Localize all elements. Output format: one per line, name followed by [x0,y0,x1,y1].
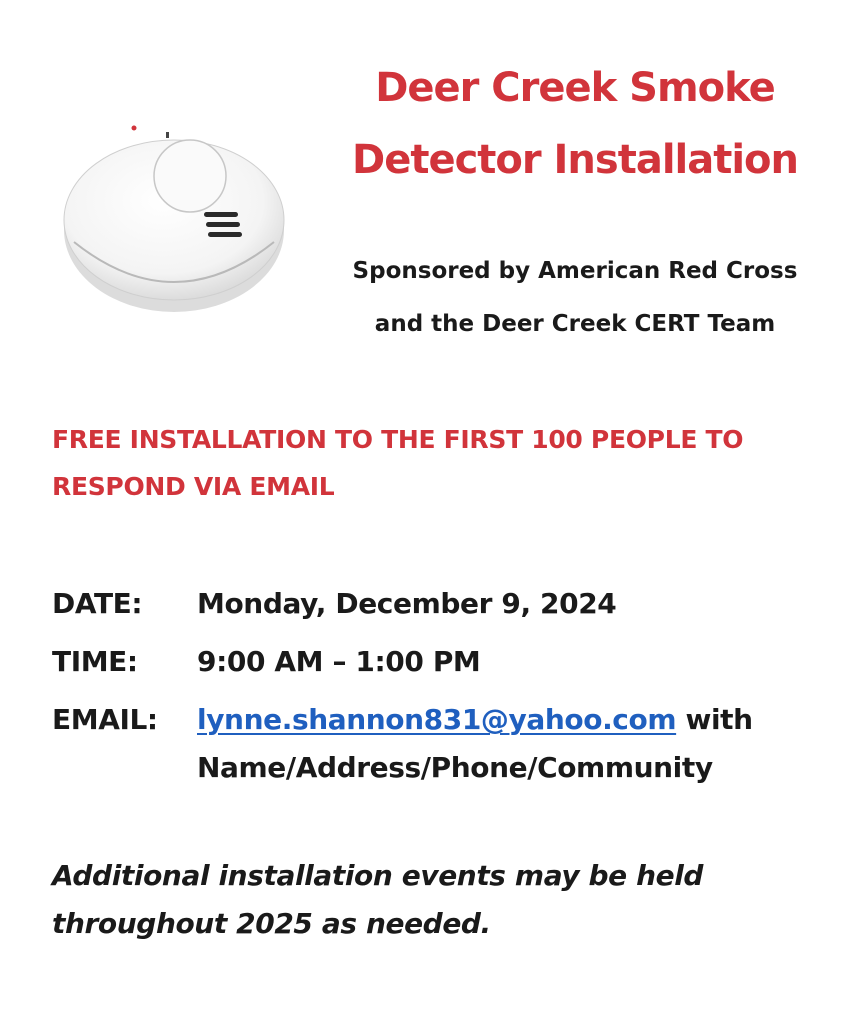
smoke-detector-icon [58,112,290,322]
note-line-2: throughout 2025 as needed. [52,907,491,940]
date-value: Monday, December 9, 2024 [197,587,617,620]
time-label: TIME: [52,645,138,678]
sponsor-line-2: and the Deer Creek CERT Team [374,311,776,337]
title-line-1: Deer Creek Smoke [375,65,775,111]
promo-line-2: RESPOND VIA EMAIL [52,472,335,501]
time-row [52,638,842,686]
email-link[interactable]: lynne.shannon831@yahoo.com [197,703,677,736]
time-value: 9:00 AM – 1:00 PM [197,645,481,678]
email-value [197,696,842,792]
title-line-2: Detector Installation [351,137,799,183]
flyer-title [320,52,830,196]
email-row [52,696,842,792]
date-row [52,580,842,628]
email-label: EMAIL: [52,703,158,736]
sponsor-text [320,245,830,351]
event-details [52,580,842,802]
sponsor-line-1: Sponsored by American Red Cross [352,258,798,284]
email-instructions: Name/Address/Phone/Community [197,751,713,784]
promo-line-1: FREE INSTALLATION TO THE FIRST 100 PEOPLE TO [52,425,744,454]
note-line-1: Additional installation events may be held [52,859,704,892]
promo-text [52,416,842,510]
date-label: DATE: [52,587,143,620]
additional-note [52,852,842,948]
email-suffix: with [676,703,753,736]
